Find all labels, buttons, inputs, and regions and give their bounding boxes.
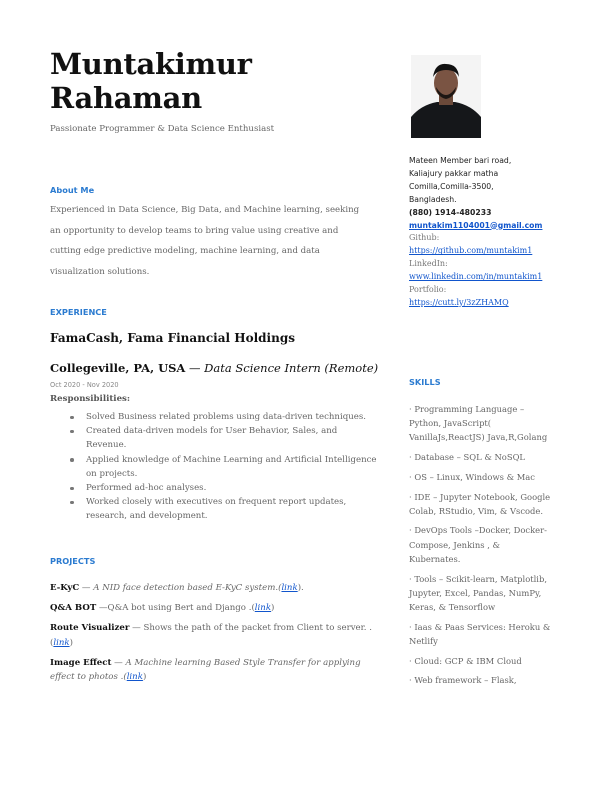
portfolio-link[interactable]: https://cutt.ly/3zZHAMQ: [409, 297, 509, 307]
tagline: Passionate Programmer & Data Science Enthusiast: [50, 124, 275, 134]
linkedin-label: LinkedIn:: [409, 259, 448, 269]
job-location: Collegeville, PA, USA: [50, 361, 186, 375]
job-role: Data Science Intern (Remote): [204, 361, 379, 375]
linkedin-link[interactable]: www.linkedin.com/in/muntakim1: [409, 272, 543, 282]
project-title: Q&A BOT: [50, 603, 97, 613]
skill-item: · Cloud: GCP & IBM Cloud: [409, 655, 522, 666]
name-line-2: Rahaman: [50, 81, 202, 115]
separator: —: [79, 583, 94, 593]
project-item: [50, 581, 375, 596]
phone-number: (880) 1914-480233: [409, 207, 492, 217]
skills-heading: SKILLS: [409, 377, 441, 387]
name-line-1: Muntakimur: [50, 47, 252, 81]
address-line: Bangladesh.: [409, 194, 457, 204]
project-desc: A Machine learning Based Style Transfer for applying effect to photos .(: [50, 657, 361, 682]
about-text: Experienced in Data Science, Big Data, and Machine learning, seeking an opportunity to develop teams to bring value using creative and cutting edge predictive modeling, machine learning, and data visualization solutions.: [50, 205, 360, 277]
experience-heading: EXPERIENCE: [50, 307, 107, 317]
project-desc: A NID face detection based E-KyC system.(: [93, 583, 282, 593]
punct: ).: [297, 583, 304, 593]
github-link[interactable]: https://github.com/muntakim1: [409, 246, 533, 256]
responsibilities-label: Responsibilities:: [50, 394, 131, 404]
project-title: Image Effect: [50, 657, 112, 668]
skill-item: · IDE – Jupyter Notebook, Google Colab, RStudio, Vim, & Vscode.: [409, 491, 551, 516]
contact-info: [409, 155, 549, 310]
list-item: Created data-driven models for User Behavior, Sales, and Revenue.: [68, 424, 378, 452]
profile-photo: [411, 55, 481, 138]
skills-list: [409, 402, 551, 693]
about-heading: About Me: [50, 185, 95, 195]
skill-item: · Iaas & Paas Services: Heroku & Netlify: [409, 621, 551, 646]
email-link[interactable]: muntakim1104001@gmail.com: [409, 220, 543, 230]
responsibilities-list: [68, 410, 378, 524]
list-item: Solved Business related problems using data-driven techniques.: [68, 410, 378, 424]
candidate-name: [50, 47, 370, 115]
projects-heading: PROJECTS: [50, 556, 96, 566]
project-title: E-KyC: [50, 583, 80, 593]
projects-list: [50, 581, 375, 690]
list-item: Applied knowledge of Machine Learning and Artificial Intelligence on projects.: [68, 453, 378, 481]
address-line: Mateen Member bari road,: [409, 156, 512, 165]
skill-item: · Tools – Scikit-learn, Matplotlib, Jupyter, Excel, Pandas, NumPy, Keras, & Tensorflow: [409, 573, 547, 612]
github-label: Github:: [409, 233, 440, 243]
skill-item: · Programming Language – Python, JavaScript( VanillaJs,ReactJS) Java,R,Golang: [409, 404, 548, 443]
punct: ): [142, 672, 147, 682]
separator: —: [185, 361, 205, 375]
company-name: FamaCash, Fama Financial Holdings: [50, 331, 295, 345]
skill-item: · Web framework – Flask,: [409, 675, 517, 686]
project-item: [50, 621, 375, 650]
skill-item: · OS – Linux, Windows & Mac: [409, 471, 535, 482]
portfolio-label: Portfolio:: [409, 285, 447, 295]
project-link[interactable]: link: [53, 637, 70, 648]
skill-item: · Database – SQL & NoSQL: [409, 452, 525, 463]
project-link[interactable]: link: [254, 603, 272, 613]
project-item: [50, 656, 375, 685]
job-title: [50, 361, 378, 375]
project-link[interactable]: link: [281, 583, 298, 593]
address-line: Comilla,Comilla-3500,: [409, 181, 494, 191]
project-desc: Shows the path of the packet from Client to server. .(: [50, 623, 373, 648]
skill-item: · DevOps Tools –Docker, Docker-Compose, Jenkins , & Kubernates.: [409, 525, 547, 564]
list-item: Worked closely with executives on frequent report updates, research, and development.: [68, 495, 378, 523]
punct: ): [271, 603, 275, 613]
separator: —: [111, 657, 126, 668]
job-dates: Oct 2020 - Nov 2020: [50, 381, 119, 389]
punct: ): [69, 637, 73, 648]
project-link[interactable]: link: [126, 672, 143, 682]
project-item: [50, 601, 375, 616]
project-desc: Q&A bot using Bert and Django .(: [107, 603, 255, 613]
separator: —: [96, 603, 108, 613]
list-item: Performed ad-hoc analyses.: [68, 481, 378, 495]
address-line: Kaliajury pakkar matha: [409, 168, 499, 178]
project-title: Route Visualizer: [50, 623, 130, 633]
separator: —: [129, 623, 144, 633]
